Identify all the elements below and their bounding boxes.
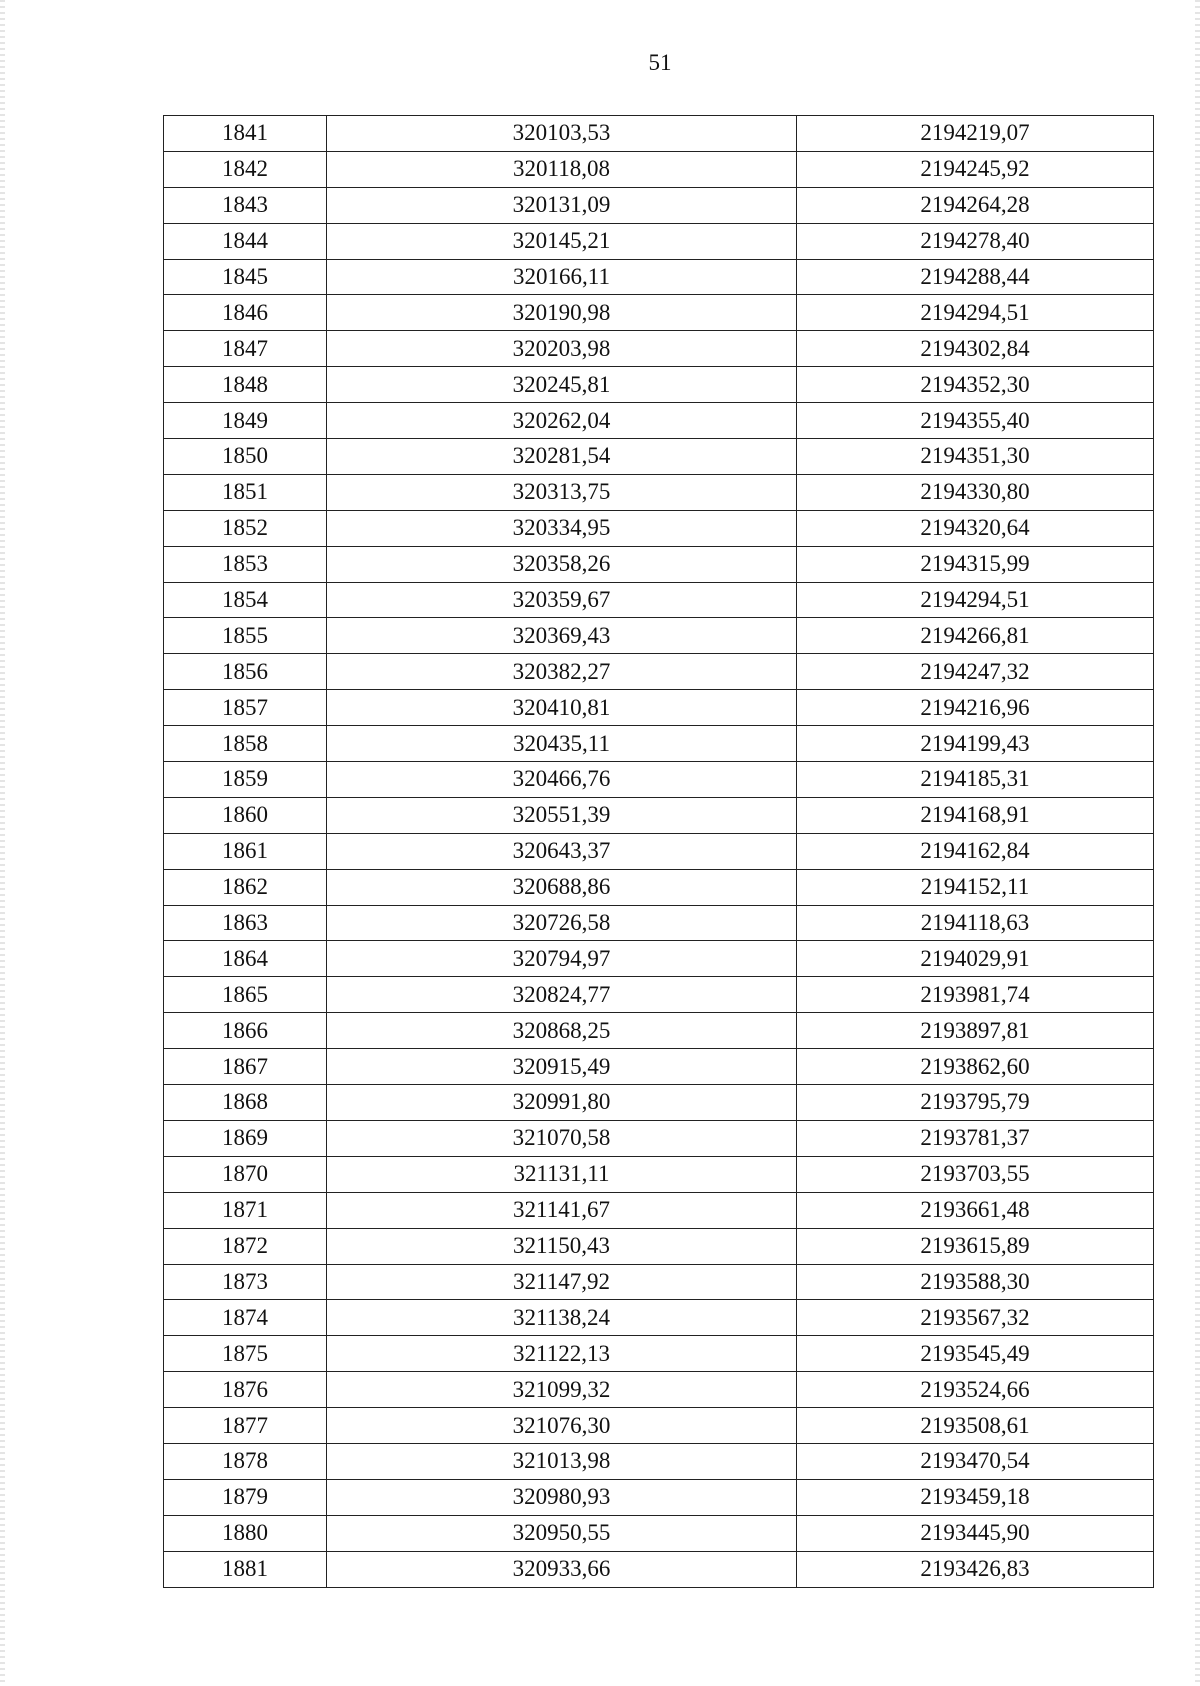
table-row — [164, 1013, 1154, 1049]
table-row — [164, 941, 1154, 977]
x-coordinate-cell: 320980,93 — [327, 1479, 797, 1515]
y-coordinate-cell: 2194118,63 — [797, 905, 1154, 941]
table-row — [164, 1156, 1154, 1192]
table-row — [164, 510, 1154, 546]
x-coordinate-cell: 320551,39 — [327, 797, 797, 833]
y-coordinate-cell: 2193588,30 — [797, 1264, 1154, 1300]
x-coordinate-cell: 321070,58 — [327, 1120, 797, 1156]
point-number-cell: 1852 — [164, 510, 327, 546]
x-coordinate-cell: 320369,43 — [327, 618, 797, 654]
table-row — [164, 618, 1154, 654]
x-coordinate-cell: 320991,80 — [327, 1085, 797, 1121]
y-coordinate-cell: 2193781,37 — [797, 1120, 1154, 1156]
x-coordinate-cell: 320868,25 — [327, 1013, 797, 1049]
scan-edge-left — [0, 0, 5, 1686]
table-row — [164, 1336, 1154, 1372]
y-coordinate-cell: 2194264,28 — [797, 187, 1154, 223]
y-coordinate-cell: 2193897,81 — [797, 1013, 1154, 1049]
x-coordinate-cell: 320118,08 — [327, 151, 797, 187]
y-coordinate-cell: 2194245,92 — [797, 151, 1154, 187]
point-number-cell: 1850 — [164, 439, 327, 475]
x-coordinate-cell: 320933,66 — [327, 1551, 797, 1587]
x-coordinate-cell: 320466,76 — [327, 762, 797, 798]
point-number-cell: 1869 — [164, 1120, 327, 1156]
point-number-cell: 1865 — [164, 977, 327, 1013]
x-coordinate-cell: 320794,97 — [327, 941, 797, 977]
point-number-cell: 1841 — [164, 116, 327, 152]
table-row — [164, 833, 1154, 869]
table-row — [164, 690, 1154, 726]
y-coordinate-cell: 2194330,80 — [797, 474, 1154, 510]
scan-edge-right — [1195, 0, 1200, 1686]
y-coordinate-cell: 2194294,51 — [797, 582, 1154, 618]
table-row — [164, 1300, 1154, 1336]
y-coordinate-cell: 2193615,89 — [797, 1228, 1154, 1264]
point-number-cell: 1849 — [164, 403, 327, 439]
x-coordinate-cell: 320190,98 — [327, 295, 797, 331]
table-row — [164, 295, 1154, 331]
table-row — [164, 654, 1154, 690]
y-coordinate-cell: 2194302,84 — [797, 331, 1154, 367]
x-coordinate-cell: 321076,30 — [327, 1408, 797, 1444]
table-row — [164, 1443, 1154, 1479]
x-coordinate-cell: 320334,95 — [327, 510, 797, 546]
point-number-cell: 1878 — [164, 1443, 327, 1479]
table-row — [164, 582, 1154, 618]
point-number-cell: 1861 — [164, 833, 327, 869]
point-number-cell: 1876 — [164, 1372, 327, 1408]
point-number-cell: 1868 — [164, 1085, 327, 1121]
y-coordinate-cell: 2193545,49 — [797, 1336, 1154, 1372]
y-coordinate-cell: 2194278,40 — [797, 223, 1154, 259]
y-coordinate-cell: 2194294,51 — [797, 295, 1154, 331]
x-coordinate-cell: 320950,55 — [327, 1515, 797, 1551]
x-coordinate-cell: 320410,81 — [327, 690, 797, 726]
x-coordinate-cell: 320643,37 — [327, 833, 797, 869]
y-coordinate-cell: 2193703,55 — [797, 1156, 1154, 1192]
y-coordinate-cell: 2194219,07 — [797, 116, 1154, 152]
point-number-cell: 1856 — [164, 654, 327, 690]
point-number-cell: 1879 — [164, 1479, 327, 1515]
x-coordinate-cell: 321138,24 — [327, 1300, 797, 1336]
point-number-cell: 1844 — [164, 223, 327, 259]
y-coordinate-cell: 2194315,99 — [797, 546, 1154, 582]
y-coordinate-cell: 2193981,74 — [797, 977, 1154, 1013]
point-number-cell: 1846 — [164, 295, 327, 331]
y-coordinate-cell: 2194168,91 — [797, 797, 1154, 833]
x-coordinate-cell: 320203,98 — [327, 331, 797, 367]
page-number: 51 — [648, 50, 672, 75]
y-coordinate-cell: 2194352,30 — [797, 367, 1154, 403]
point-number-cell: 1881 — [164, 1551, 327, 1587]
x-coordinate-cell: 321013,98 — [327, 1443, 797, 1479]
y-coordinate-cell: 2193795,79 — [797, 1085, 1154, 1121]
y-coordinate-cell: 2194320,64 — [797, 510, 1154, 546]
table-row — [164, 403, 1154, 439]
x-coordinate-cell: 320313,75 — [327, 474, 797, 510]
point-number-cell: 1859 — [164, 762, 327, 798]
x-coordinate-cell: 320915,49 — [327, 1049, 797, 1085]
coordinates-table-body — [164, 116, 1154, 1588]
y-coordinate-cell: 2194162,84 — [797, 833, 1154, 869]
table-row — [164, 546, 1154, 582]
x-coordinate-cell: 320145,21 — [327, 223, 797, 259]
table-row — [164, 1551, 1154, 1587]
table-row — [164, 726, 1154, 762]
table-row — [164, 905, 1154, 941]
y-coordinate-cell: 2193445,90 — [797, 1515, 1154, 1551]
point-number-cell: 1843 — [164, 187, 327, 223]
y-coordinate-cell: 2194216,96 — [797, 690, 1154, 726]
y-coordinate-cell: 2194029,91 — [797, 941, 1154, 977]
x-coordinate-cell: 320166,11 — [327, 259, 797, 295]
x-coordinate-cell: 321131,11 — [327, 1156, 797, 1192]
point-number-cell: 1860 — [164, 797, 327, 833]
table-row — [164, 1192, 1154, 1228]
y-coordinate-cell: 2194185,31 — [797, 762, 1154, 798]
point-number-cell: 1880 — [164, 1515, 327, 1551]
table-row — [164, 223, 1154, 259]
point-number-cell: 1857 — [164, 690, 327, 726]
y-coordinate-cell: 2194247,32 — [797, 654, 1154, 690]
point-number-cell: 1858 — [164, 726, 327, 762]
coordinates-table — [163, 115, 1154, 1588]
table-row — [164, 1372, 1154, 1408]
point-number-cell: 1842 — [164, 151, 327, 187]
table-row — [164, 1515, 1154, 1551]
table-row — [164, 331, 1154, 367]
y-coordinate-cell: 2194355,40 — [797, 403, 1154, 439]
x-coordinate-cell: 320435,11 — [327, 726, 797, 762]
x-coordinate-cell: 321150,43 — [327, 1228, 797, 1264]
point-number-cell: 1875 — [164, 1336, 327, 1372]
x-coordinate-cell: 321099,32 — [327, 1372, 797, 1408]
point-number-cell: 1874 — [164, 1300, 327, 1336]
table-row — [164, 797, 1154, 833]
table-row — [164, 187, 1154, 223]
x-coordinate-cell: 320824,77 — [327, 977, 797, 1013]
table-row — [164, 474, 1154, 510]
point-number-cell: 1862 — [164, 869, 327, 905]
x-coordinate-cell: 320131,09 — [327, 187, 797, 223]
point-number-cell: 1872 — [164, 1228, 327, 1264]
table-row — [164, 259, 1154, 295]
point-number-cell: 1854 — [164, 582, 327, 618]
y-coordinate-cell: 2193524,66 — [797, 1372, 1154, 1408]
table-row — [164, 1120, 1154, 1156]
point-number-cell: 1855 — [164, 618, 327, 654]
point-number-cell: 1870 — [164, 1156, 327, 1192]
point-number-cell: 1853 — [164, 546, 327, 582]
table-row — [164, 1049, 1154, 1085]
table-row — [164, 1264, 1154, 1300]
y-coordinate-cell: 2194351,30 — [797, 439, 1154, 475]
y-coordinate-cell: 2193470,54 — [797, 1443, 1154, 1479]
point-number-cell: 1864 — [164, 941, 327, 977]
x-coordinate-cell: 320726,58 — [327, 905, 797, 941]
point-number-cell: 1847 — [164, 331, 327, 367]
y-coordinate-cell: 2194266,81 — [797, 618, 1154, 654]
x-coordinate-cell: 321141,67 — [327, 1192, 797, 1228]
table-row — [164, 116, 1154, 152]
y-coordinate-cell: 2194152,11 — [797, 869, 1154, 905]
point-number-cell: 1845 — [164, 259, 327, 295]
point-number-cell: 1863 — [164, 905, 327, 941]
y-coordinate-cell: 2194288,44 — [797, 259, 1154, 295]
y-coordinate-cell: 2194199,43 — [797, 726, 1154, 762]
table-row — [164, 367, 1154, 403]
point-number-cell: 1871 — [164, 1192, 327, 1228]
y-coordinate-cell: 2193426,83 — [797, 1551, 1154, 1587]
point-number-cell: 1867 — [164, 1049, 327, 1085]
x-coordinate-cell: 320358,26 — [327, 546, 797, 582]
y-coordinate-cell: 2193862,60 — [797, 1049, 1154, 1085]
table-row — [164, 762, 1154, 798]
y-coordinate-cell: 2193661,48 — [797, 1192, 1154, 1228]
x-coordinate-cell: 320382,27 — [327, 654, 797, 690]
table-row — [164, 977, 1154, 1013]
x-coordinate-cell: 320262,04 — [327, 403, 797, 439]
y-coordinate-cell: 2193567,32 — [797, 1300, 1154, 1336]
table-row — [164, 1479, 1154, 1515]
point-number-cell: 1877 — [164, 1408, 327, 1444]
table-row — [164, 439, 1154, 475]
x-coordinate-cell: 320281,54 — [327, 439, 797, 475]
x-coordinate-cell: 321147,92 — [327, 1264, 797, 1300]
x-coordinate-cell: 320245,81 — [327, 367, 797, 403]
table-row — [164, 869, 1154, 905]
table-row — [164, 1085, 1154, 1121]
y-coordinate-cell: 2193508,61 — [797, 1408, 1154, 1444]
x-coordinate-cell: 320359,67 — [327, 582, 797, 618]
x-coordinate-cell: 320103,53 — [327, 116, 797, 152]
point-number-cell: 1848 — [164, 367, 327, 403]
y-coordinate-cell: 2193459,18 — [797, 1479, 1154, 1515]
table-row — [164, 1408, 1154, 1444]
x-coordinate-cell: 321122,13 — [327, 1336, 797, 1372]
point-number-cell: 1866 — [164, 1013, 327, 1049]
table-row — [164, 1228, 1154, 1264]
table-row — [164, 151, 1154, 187]
point-number-cell: 1851 — [164, 474, 327, 510]
point-number-cell: 1873 — [164, 1264, 327, 1300]
x-coordinate-cell: 320688,86 — [327, 869, 797, 905]
